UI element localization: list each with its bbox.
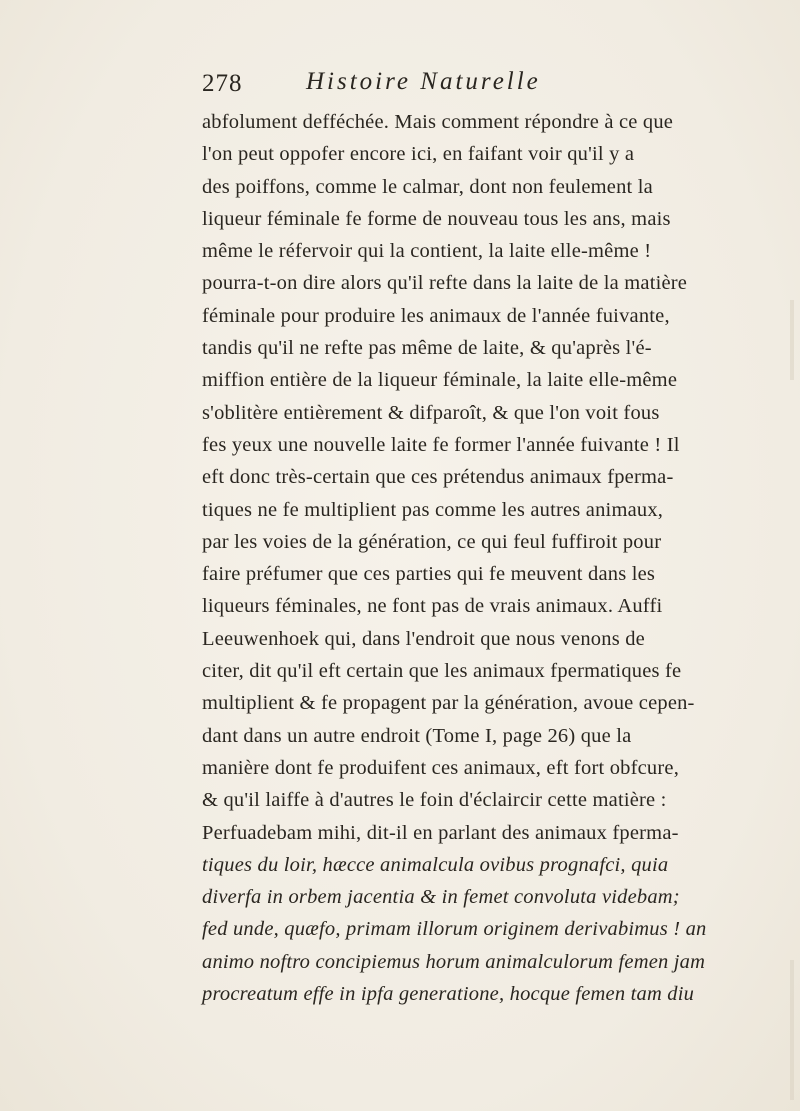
page-edge-shadow — [790, 960, 794, 1100]
text-line: manière dont fe produifent ces animaux, eft fort obfcure, — [202, 756, 680, 779]
text-line: multiplient & fe propagent par la génération, avoue cepen- — [202, 692, 695, 715]
text-line: tandis qu'il ne refte pas même de laite, & qu'après l'é- — [202, 337, 652, 360]
text-line: dant dans un autre endroit (Tome I, page 26) que la — [202, 724, 632, 747]
body-text — [202, 106, 707, 1010]
text-line: même le réfervoir qui la contient, la laite elle-même ! — [202, 240, 652, 263]
text-line: tiques du loir, hæcce animalcula ovibus prognafci, quia — [202, 853, 669, 876]
text-line: abfolument defféchée. Mais comment répondre à ce que — [202, 111, 674, 133]
text-line: diverfa in orbem jacentia & in femet convoluta videbam; — [202, 886, 680, 909]
text-line: féminale pour produire les animaux de l'année fuivante, — [202, 304, 670, 327]
text-line: procreatum effe in ipfa generatione, hocque femen tam diu — [202, 983, 695, 1006]
text-line: faire préfumer que ces parties qui fe meuvent dans les — [202, 563, 656, 586]
running-title: Histoire Naturelle — [306, 68, 541, 95]
text-line: miffion entière de la liqueur féminale, la laite elle-même — [202, 369, 678, 392]
text-line: liqueur féminale fe forme de nouveau tous les ans, mais — [202, 207, 671, 230]
text-line: liqueurs féminales, ne font pas de vrais animaux. Auffi — [202, 595, 663, 618]
text-line: animo noftro concipiemus horum animalculorum femen jam — [202, 950, 706, 973]
text-line: fes yeux une nouvelle laite fe former l'année fuivante ! Il — [202, 433, 680, 456]
text-line: eft donc très-certain que ces prétendus animaux fperma- — [202, 466, 674, 489]
text-line: des poiffons, comme le calmar, dont non feulement la — [202, 175, 653, 198]
text-line: fed unde, quæfo, primam illorum originem derivabimus ! an — [202, 918, 707, 941]
text-line: Perfuadebam mihi, dit-il en parlant des animaux fperma- — [202, 821, 679, 844]
text-line: citer, dit qu'il eft certain que les animaux fpermatiques fe — [202, 660, 682, 683]
text-line: s'oblitère entièrement & difparoît, & que l'on voit fous — [202, 401, 660, 424]
text-line: pourra-t-on dire alors qu'il refte dans la laite de la matière — [202, 272, 688, 295]
text-line: par les voies de la génération, ce qui feul fuffiroit pour — [202, 530, 662, 553]
page-header — [202, 66, 622, 106]
text-line: l'on peut oppofer encore ici, en faifant voir qu'il y a — [202, 143, 635, 166]
page-edge-shadow — [790, 300, 794, 380]
text-line: Leeuwenhoek qui, dans l'endroit que nous venons de — [202, 627, 645, 650]
text-line: & qu'il laiffe à d'autres le foin d'éclaircir cette matière : — [202, 789, 667, 812]
text-line: tiques ne fe multiplient pas comme les autres animaux, — [202, 498, 664, 521]
page-number: 278 — [202, 70, 243, 97]
